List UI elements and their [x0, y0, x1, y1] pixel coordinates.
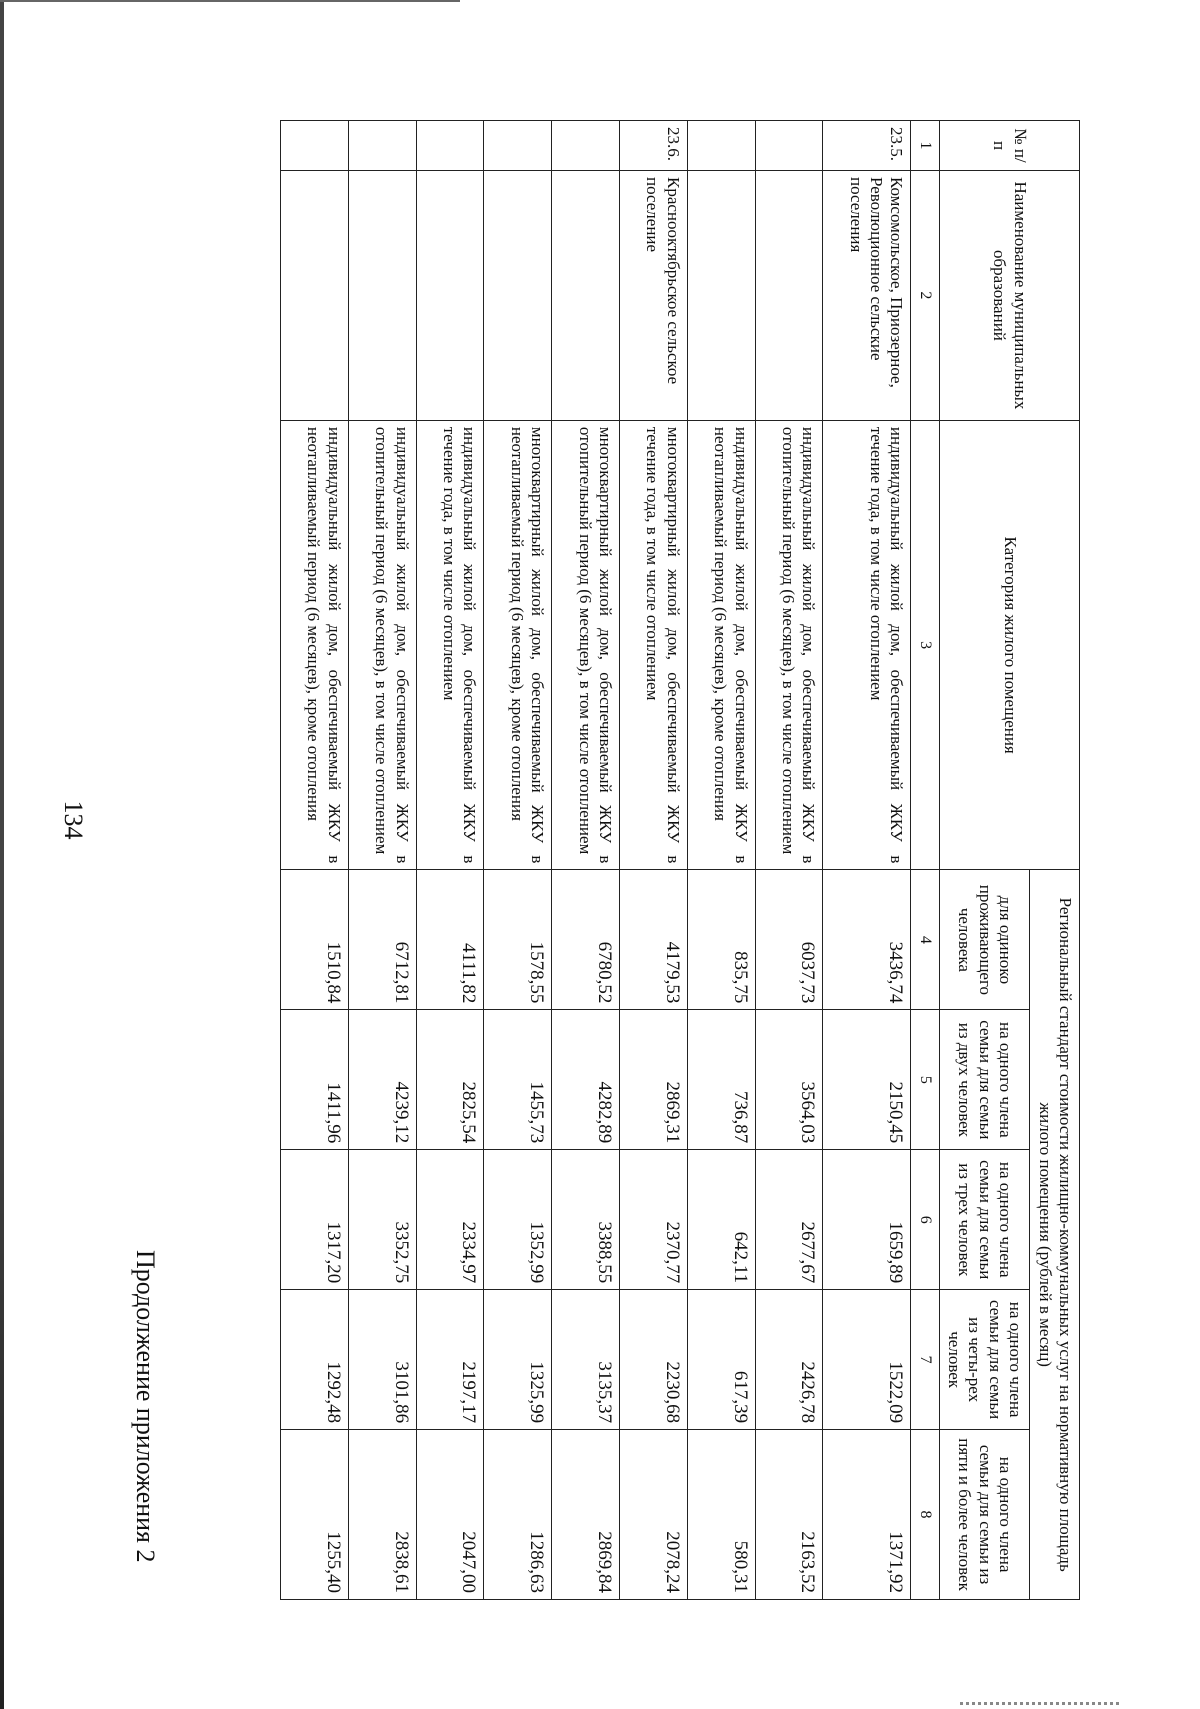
value-cell: 4282,89: [552, 1010, 620, 1150]
value-cell: 2677,67: [755, 1150, 823, 1290]
value-cell: 6712,81: [348, 870, 416, 1010]
value-cell: 1455,73: [484, 1010, 552, 1150]
appendix-title: Продолжение приложения 2: [131, 1250, 160, 1563]
value-cell: 2838,61: [348, 1430, 416, 1600]
scan-artifact: [960, 1702, 1120, 1705]
value-cell: 4239,12: [348, 1010, 416, 1150]
municipality-name: [281, 170, 349, 420]
row-number: 23.5.: [823, 121, 911, 171]
category-cell: многоквартирный жилой дом, обеспечиваемый ЖКУ в отопительный период (6 месяцев), в том числе отоплением: [552, 420, 620, 870]
row-number: 23.6.: [619, 121, 687, 171]
value-cell: 1522,09: [823, 1290, 911, 1430]
index-cell: 7: [911, 1290, 939, 1430]
table-row: [619, 121, 687, 1600]
value-cell: 3135,37: [552, 1290, 620, 1430]
value-cell: 1371,92: [823, 1430, 911, 1600]
row-number: [281, 121, 349, 171]
value-cell: 4111,82: [416, 870, 484, 1010]
value-cell: 2869,31: [619, 1010, 687, 1150]
municipality-name: [755, 170, 823, 420]
category-cell: индивидуальный жилой дом, обеспечиваемый ЖКУ в течение года, в том числе отоплением: [823, 420, 911, 870]
header-num: № п/п: [939, 121, 1079, 171]
value-cell: 1317,20: [281, 1150, 349, 1290]
index-cell: 2: [911, 170, 939, 420]
municipality-name: [484, 170, 552, 420]
value-cell: 1255,40: [281, 1430, 349, 1600]
value-cell: 1578,55: [484, 870, 552, 1010]
table-row: [823, 121, 911, 1600]
municipality-name: [416, 170, 484, 420]
value-cell: 3388,55: [552, 1150, 620, 1290]
header-col7: на одного члена семьи для семьи из четы-рех человек: [939, 1290, 1030, 1430]
header-col6: на одного члена семьи для семьи из трех человек: [939, 1150, 1030, 1290]
scan-edge-top: [0, 0, 460, 2]
category-cell: индивидуальный жилой дом, обеспечиваемый ЖКУ в течение года, в том числе отоплением: [416, 420, 484, 870]
table-row: [687, 121, 755, 1600]
row-number: [484, 121, 552, 171]
header-col8: на одного члена семьи для семьи из пяти и более человек: [939, 1430, 1030, 1600]
value-cell: 3352,75: [348, 1150, 416, 1290]
value-cell: 1659,89: [823, 1150, 911, 1290]
rotated-page: [59, 60, 1140, 1620]
header-category: Категория жилого помещения: [939, 420, 1079, 870]
value-cell: 2078,24: [619, 1430, 687, 1600]
header-col4: для одиноко проживающего человека: [939, 870, 1030, 1010]
value-cell: 835,75: [687, 870, 755, 1010]
value-cell: 1352,99: [484, 1150, 552, 1290]
value-cell: 3436,74: [823, 870, 911, 1010]
category-cell: многоквартирный жилой дом, обеспечиваемый ЖКУ в неотапливаемый период (6 месяцев), кроме отопления: [484, 420, 552, 870]
category-cell: индивидуальный жилой дом, обеспечиваемый ЖКУ в отопительный период (6 месяцев), в том числе отоплением: [348, 420, 416, 870]
category-cell: индивидуальный жилой дом, обеспечиваемый ЖКУ в неотапливаемый период (6 месяцев), кроме отопления: [281, 420, 349, 870]
category-cell: многоквартирный жилой дом, обеспечиваемый ЖКУ в течение года, в том числе отоплением: [619, 420, 687, 870]
value-cell: 2047,00: [416, 1430, 484, 1600]
municipality-name: Краснооктябрьское сельское поселение: [619, 170, 687, 420]
value-cell: 2825,54: [416, 1010, 484, 1150]
value-cell: 580,31: [687, 1430, 755, 1600]
index-cell: 3: [911, 420, 939, 870]
header-municipality: Наименование муниципальных образований: [939, 170, 1079, 420]
page-number: 134: [59, 800, 88, 840]
table-row: [755, 121, 823, 1600]
municipality-name: [348, 170, 416, 420]
value-cell: 2370,77: [619, 1150, 687, 1290]
municipality-name: Комсомольское, Приозерное, Революционное сельские поселения: [823, 170, 911, 420]
value-cell: 2197,17: [416, 1290, 484, 1430]
value-cell: 1411,96: [281, 1010, 349, 1150]
value-cell: 3101,86: [348, 1290, 416, 1430]
value-cell: 3564,03: [755, 1010, 823, 1150]
table-row: [348, 121, 416, 1600]
index-cell: 5: [911, 1010, 939, 1150]
value-cell: 2426,78: [755, 1290, 823, 1430]
municipality-name: [687, 170, 755, 420]
value-cell: 1510,84: [281, 870, 349, 1010]
row-number: [755, 121, 823, 171]
value-cell: 6780,52: [552, 870, 620, 1010]
row-number: [687, 121, 755, 171]
value-cell: 1286,63: [484, 1430, 552, 1600]
value-cell: 6037,73: [755, 870, 823, 1010]
table-row: [416, 121, 484, 1600]
row-number: [416, 121, 484, 171]
value-cell: 1325,99: [484, 1290, 552, 1430]
municipality-name: [552, 170, 620, 420]
value-cell: 2230,68: [619, 1290, 687, 1430]
index-cell: 4: [911, 870, 939, 1010]
value-cell: 1292,48: [281, 1290, 349, 1430]
value-cell: 2150,45: [823, 1010, 911, 1150]
index-cell: 8: [911, 1430, 939, 1600]
table-row: [484, 121, 552, 1600]
value-cell: 736,87: [687, 1010, 755, 1150]
row-number: [348, 121, 416, 171]
scan-edge: [0, 0, 4, 1709]
value-cell: 2163,52: [755, 1430, 823, 1600]
index-cell: 1: [911, 121, 939, 171]
value-cell: 4179,53: [619, 870, 687, 1010]
cost-standard-table: [280, 120, 1080, 1600]
row-number: [552, 121, 620, 171]
table-row: [281, 121, 349, 1600]
value-cell: 642,11: [687, 1150, 755, 1290]
table-body: [281, 121, 911, 1600]
header-col5: на одного члена семьи для семьи из двух человек: [939, 1010, 1030, 1150]
index-cell: 6: [911, 1150, 939, 1290]
value-cell: 2334,97: [416, 1150, 484, 1290]
table-row: [552, 121, 620, 1600]
header-group: Региональный стандарт стоимости жилищно-коммунальных услуг на нормативную площадь жилого помещения (рублей в месяц): [1030, 870, 1080, 1600]
value-cell: 2869,84: [552, 1430, 620, 1600]
category-cell: индивидуальный жилой дом, обеспечиваемый ЖКУ в неотапливаемый период (6 месяцев), кроме отопления: [687, 420, 755, 870]
category-cell: индивидуальный жилой дом, обеспечиваемый ЖКУ в отопительный период (6 месяцев), в том числе отоплением: [755, 420, 823, 870]
value-cell: 617,39: [687, 1290, 755, 1430]
